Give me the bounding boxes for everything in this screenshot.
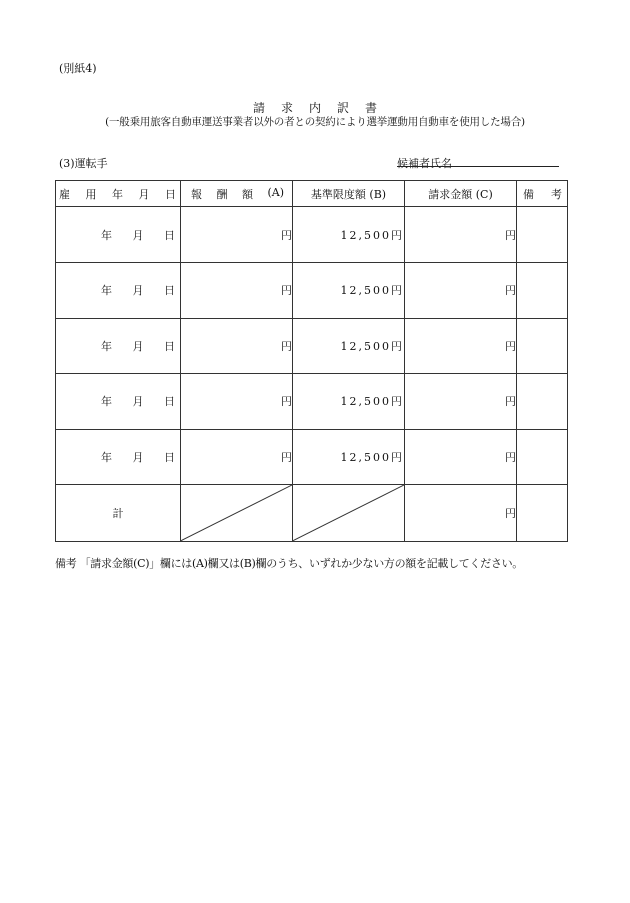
yen-unit: 円 (505, 228, 516, 242)
remarks-cell[interactable] (517, 318, 568, 374)
month-label: 月 (132, 284, 144, 298)
candidate-name-label: 候補者氏名 (397, 157, 452, 170)
year-label: 年 (101, 451, 112, 465)
month-label: 月 (132, 339, 144, 353)
diagonal-strike (293, 485, 404, 541)
date-cell[interactable] (56, 429, 181, 485)
total-remarks-cell[interactable] (517, 485, 568, 542)
remuneration-cell[interactable] (181, 429, 293, 485)
claim-amount-cell[interactable] (405, 207, 517, 263)
year-label: 年 (101, 339, 112, 353)
remarks-cell[interactable] (517, 207, 568, 263)
yen-unit: 円 (281, 451, 292, 465)
year-label: 年 (101, 284, 112, 298)
date-cell[interactable] (56, 207, 181, 263)
claim-amount-cell[interactable] (405, 374, 517, 430)
date-cell[interactable] (56, 374, 181, 430)
remarks-cell[interactable] (517, 429, 568, 485)
header-remuneration-char: 報 (191, 187, 202, 201)
yen-unit: 円 (505, 339, 516, 353)
table-row (56, 207, 568, 263)
claim-amount-cell[interactable] (405, 262, 517, 318)
base-limit-cell: 12,500円 (293, 318, 405, 374)
year-label: 年 (101, 395, 112, 409)
table-row (56, 374, 568, 430)
header-remarks (517, 181, 568, 207)
month-label: 月 (132, 395, 144, 409)
total-label: 計 (56, 485, 181, 542)
yen-unit: 円 (281, 395, 292, 409)
header-remuneration-char: 額 (241, 187, 253, 201)
total-remuneration-void-cell (181, 485, 293, 542)
remuneration-cell[interactable] (181, 207, 293, 263)
header-employment-date-char: 雇 (59, 187, 70, 201)
yen-unit: 円 (281, 284, 292, 298)
header-employment-date-char: 日 (165, 187, 176, 201)
header-claim-amount: 請求金額 (C) (405, 181, 517, 207)
document-subtitle: (一般乗用旅客自動車運送事業者以外の者との契約により選挙運動用自動車を使用した場合) (105, 116, 525, 128)
day-label: 日 (164, 284, 175, 298)
document-title: 請求内訳書 (252, 101, 393, 115)
remuneration-cell[interactable] (181, 262, 293, 318)
header-remuneration-char: 酬 (216, 187, 228, 201)
day-label: 日 (164, 228, 175, 242)
date-cell[interactable] (56, 262, 181, 318)
header-employment-date-char: 用 (85, 187, 97, 201)
header-employment-date (56, 181, 181, 207)
remarks-cell[interactable] (517, 262, 568, 318)
candidate-name-line (397, 166, 559, 167)
day-label: 日 (164, 339, 175, 353)
year-label: 年 (101, 228, 112, 242)
yen-unit: 円 (281, 339, 292, 353)
yen-unit: 円 (505, 507, 516, 521)
date-cell[interactable] (56, 318, 181, 374)
header-employment-date-char: 年 (112, 187, 123, 201)
footnote: 備考 「請求金額(C)」欄には(A)欄又は(B)欄のうち、いずれか少ない方の額を記載してください。 (55, 557, 523, 570)
claim-amount-cell[interactable] (405, 318, 517, 374)
total-claim-cell[interactable] (405, 485, 517, 542)
claim-breakdown-table (55, 180, 568, 542)
total-limit-void-cell (293, 485, 405, 542)
yen-unit: 円 (281, 228, 292, 242)
section-label: (3)運転手 (59, 157, 108, 170)
attachment-label: (別紙4) (59, 62, 97, 75)
header-remuneration-char: (A) (267, 185, 284, 199)
month-label: 月 (132, 451, 144, 465)
table-row (56, 262, 568, 318)
base-limit-cell: 12,500円 (293, 429, 405, 485)
day-label: 日 (164, 395, 175, 409)
yen-unit: 円 (505, 395, 516, 409)
claim-amount-cell[interactable] (405, 429, 517, 485)
header-base-limit: 基準限度額 (B) (293, 181, 405, 207)
base-limit-cell: 12,500円 (293, 374, 405, 430)
table-row (56, 429, 568, 485)
header-remuneration (181, 181, 293, 207)
remuneration-cell[interactable] (181, 318, 293, 374)
month-label: 月 (132, 228, 144, 242)
total-row (56, 485, 568, 542)
table-header-row (56, 181, 568, 207)
header-remarks-char: 備 (523, 187, 534, 201)
yen-unit: 円 (505, 284, 516, 298)
header-employment-date-char: 月 (138, 187, 150, 201)
yen-unit: 円 (505, 451, 516, 465)
base-limit-cell: 12,500円 (293, 262, 405, 318)
header-remarks-char: 考 (551, 187, 562, 201)
diagonal-strike (181, 485, 292, 541)
remuneration-cell[interactable] (181, 374, 293, 430)
remarks-cell[interactable] (517, 374, 568, 430)
base-limit-cell: 12,500円 (293, 207, 405, 263)
table-row (56, 318, 568, 374)
day-label: 日 (164, 451, 175, 465)
